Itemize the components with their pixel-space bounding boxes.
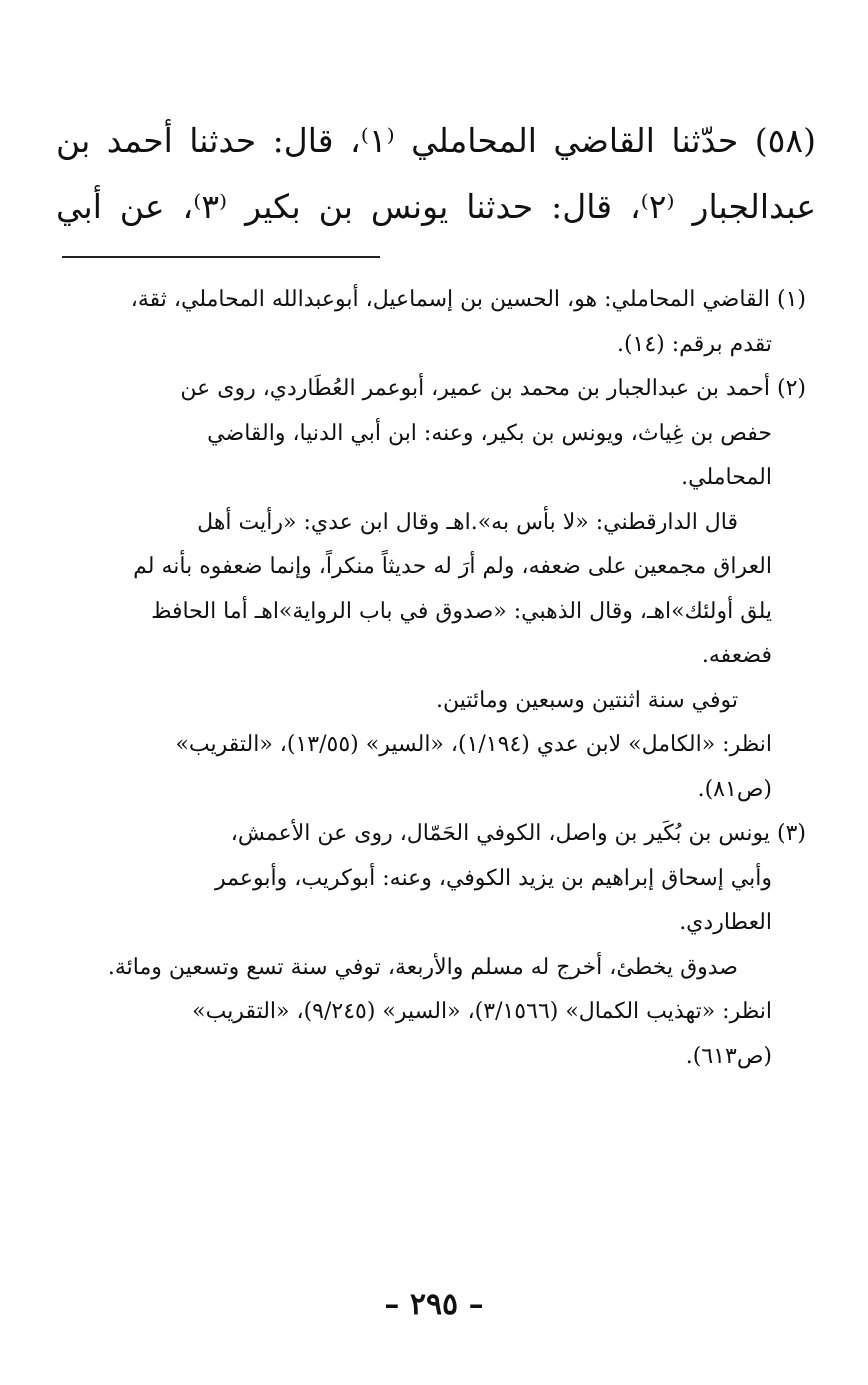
footnote-3-line-2: وأبي إسحاق إبراهيم بن يزيد الكوفي، وعنه: أبوكريب، وأبوعمر bbox=[215, 865, 772, 891]
footnote-2-para2-line-3: يلق أولئك»اهـ، وقال الذهبي: «صدوق في باب الرواية»اهـ أما الحافظ bbox=[151, 598, 772, 624]
footnote-2-line-3: المحاملي. bbox=[681, 465, 772, 490]
footnotes bbox=[60, 278, 806, 1079]
footnote-2-para2-line-4: فضعفه. bbox=[701, 643, 772, 668]
hadith-line-1: (٥٨) حدّثنا القاضي المحاملي ⁽١⁾، قال: حدثنا أحمد بن bbox=[56, 121, 816, 160]
footnote-2-para2-line-2: العراق مجمعين على ضعفه، ولم أرَ له حديثاً منكراً، وإنما ضعفوه بأنه لم bbox=[133, 554, 772, 579]
footnote-2-para2-line-1: قال الدارقطني: «لا بأس به».اهـ وقال ابن عدي: «رأيت أهل bbox=[197, 509, 738, 535]
footnote-3-line-3: العطاردي. bbox=[679, 910, 772, 935]
footnote-3-para3-line-1: انظر: «تهذيب الكمال» (٣/١٥٦٦)، «السير» (٩/٢٤٥)، «التقريب» bbox=[192, 999, 772, 1024]
footnote-separator bbox=[62, 256, 380, 258]
footnote-2-line-1: (٢) أحمد بن عبدالجبار بن محمد بن عمير، أبوعمر العُطَاردي، روى عن bbox=[180, 376, 806, 401]
footnote-3-para2: صدوق يخطئ، أخرج له مسلم والأربعة، توفي سنة تسع وتسعين ومائة. bbox=[107, 954, 738, 980]
footnote-3 bbox=[60, 812, 806, 1079]
footnote-2-para4-line-2: (ص٨١). bbox=[697, 776, 772, 802]
footnote-2-para3: توفي سنة اثنتين وسبعين ومائتين. bbox=[435, 687, 738, 713]
footnote-3-para3-line-2: (ص٦١٣). bbox=[685, 1043, 772, 1069]
page-number: – ٢٩٥ – bbox=[384, 1287, 484, 1322]
footnote-1 bbox=[60, 278, 806, 367]
footnote-3-line-1: (٣) يونس بن بُكَير بن واصل، الكوفي الحَمّال، روى عن الأعمش، bbox=[230, 821, 806, 846]
footnote-1-line-2: تقدم برقم: (١٤). bbox=[616, 331, 772, 357]
footnote-2-line-2: حفص بن غِياث، ويونس بن بكير، وعنه: ابن أبي الدنيا، والقاضي bbox=[207, 420, 772, 446]
footnote-2 bbox=[60, 367, 806, 812]
footnote-1-line-1: (١) القاضي المحاملي: هو، الحسين بن إسماعيل، أبوعبدالله المحاملي، ثقة، bbox=[130, 287, 806, 312]
footnote-2-para4-line-1: انظر: «الكامل» لابن عدي (١/١٩٤)، «السير» (١٣/٥٥)، «التقريب» bbox=[175, 732, 772, 757]
hadith-text bbox=[56, 108, 816, 240]
hadith-line-2: عبدالجبار ⁽٢⁾، قال: حدثنا يونس بن بكير ⁽٣⁾، عن أبي bbox=[56, 187, 817, 226]
